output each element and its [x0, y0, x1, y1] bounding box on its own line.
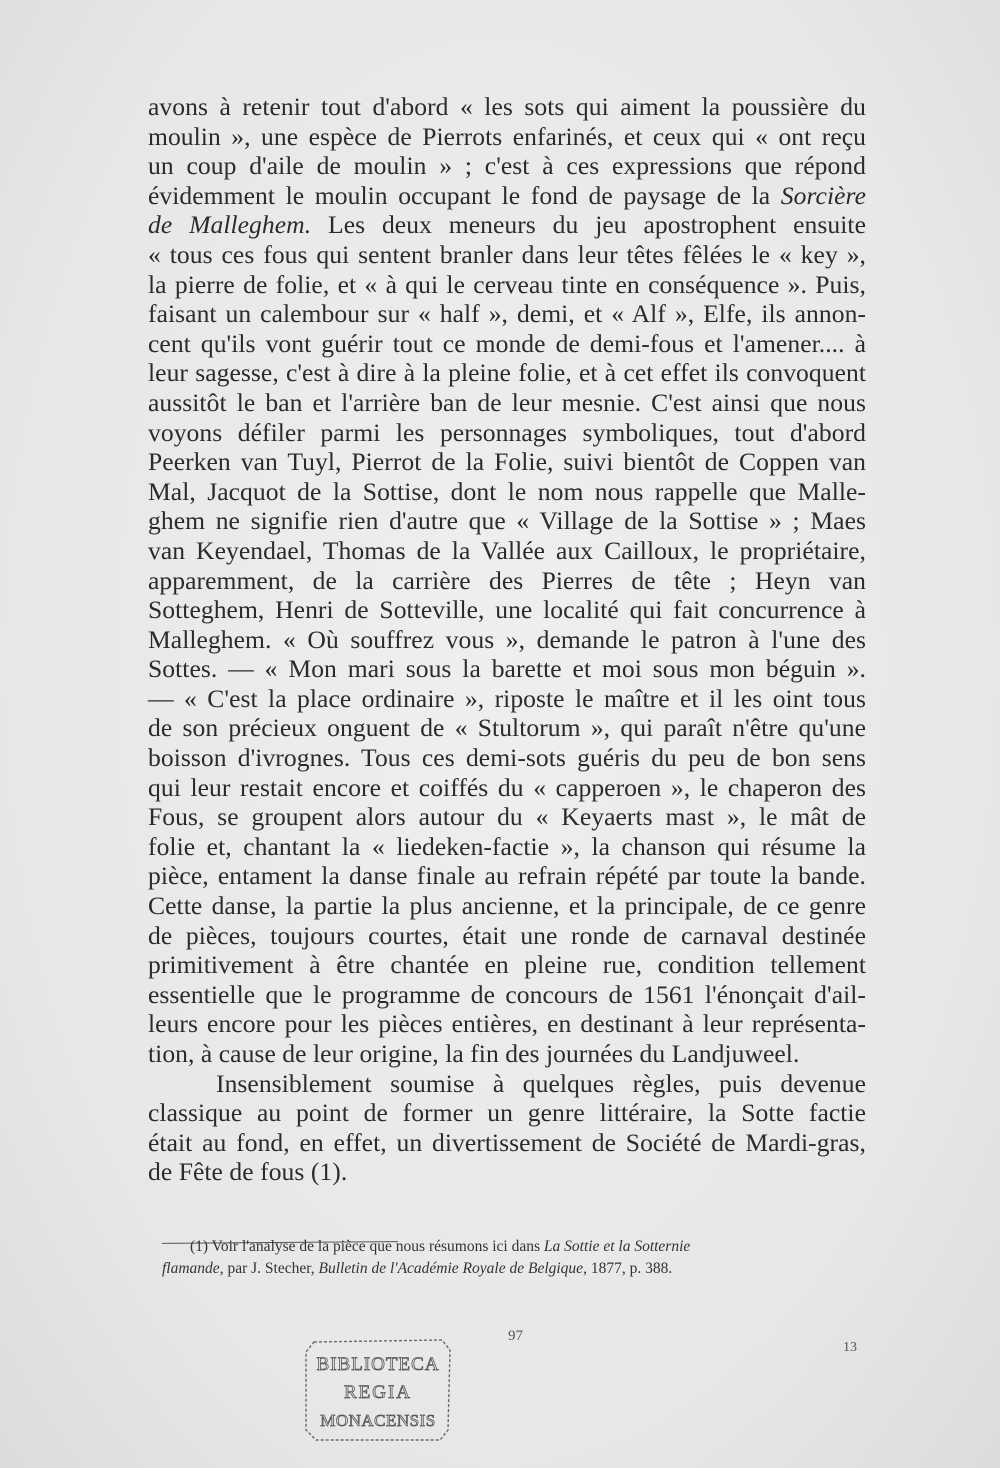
text-segment: qui leur restait encore et coiffés du « capperoen », le chaperon des: [148, 772, 866, 802]
footnote-journal: Bulletin de l'Académie Royale de Belgique: [318, 1260, 584, 1277]
text-line: [148, 1039, 866, 1069]
text-segment: primitivement à être chantée en pleine rue, condition tellement: [148, 950, 866, 980]
text-line: [148, 122, 866, 152]
text-line: [148, 921, 866, 951]
stamp-line-1: BIBLIOTECA: [316, 1354, 440, 1375]
text-segment: leur sagesse, c'est à dire à la pleine folie, et à cet effet ils convoquent: [148, 358, 866, 388]
text-line: [148, 1128, 866, 1158]
footnote-title: flamande: [162, 1260, 220, 1277]
text-segment: Peerken van Tuyl, Pierrot de la Folie, suivi bientôt de Coppen van: [148, 447, 866, 477]
text-line: [148, 891, 866, 921]
text-line: [148, 684, 866, 714]
text-line: [148, 713, 866, 743]
text-line: [148, 270, 866, 300]
italic-title: Sorcière: [780, 180, 866, 210]
text-line: [148, 240, 866, 270]
text-line: [148, 358, 866, 388]
text-line: [148, 950, 866, 980]
text-line: [148, 654, 866, 684]
text-line: [148, 151, 866, 181]
body-text: [148, 92, 866, 1187]
text-line: [148, 418, 866, 448]
text-segment: aussitôt le ban et l'arrière ban de leur mesnie. C'est ainsi que nous: [148, 387, 866, 417]
footnote-line: [190, 1236, 876, 1258]
text-segment: Les deux meneurs du jeu apostrophent ensuite: [311, 210, 866, 240]
text-line: [148, 1157, 866, 1187]
text-line: [148, 832, 866, 862]
text-segment: folie et, chantant la « liedeken-factie », la chanson qui résume la: [148, 831, 866, 861]
text-segment: était au fond, en effet, un divertissement de Société de Mardi-gras,: [148, 1127, 866, 1157]
text-segment: Malleghem. « Où souffrez vous », demande le patron à l'une des: [148, 624, 866, 654]
text-line: [148, 329, 866, 359]
text-line: [148, 802, 866, 832]
library-stamp: [300, 1334, 456, 1444]
text-segment: essentielle que le programme de concours de 1561 l'énonçait d'ail-: [148, 979, 866, 1009]
text-segment: Fous, se groupent alors autour du « Keyaerts mast », le mât de: [148, 802, 866, 832]
text-segment: la pierre de folie, et « à qui le cerveau tinte en conséquence ». Puis,: [148, 269, 866, 299]
text-segment: Insensiblement soumise à quelques règles, puis devenue: [216, 1068, 866, 1098]
text-line: [148, 625, 866, 655]
text-line: [148, 743, 866, 773]
text-line: [148, 181, 866, 211]
text-segment: faisant un calembour sur « half », demi, et « Alf », Elfe, ils annon-: [148, 299, 866, 329]
text-segment: — « C'est la place ordinaire », riposte le maître et il les oint tous: [148, 683, 866, 713]
text-line: [148, 299, 866, 329]
text-segment: de Fête de fous (1).: [148, 1157, 348, 1187]
page-number: 97: [508, 1328, 523, 1344]
footnote-title: La Sottie et la Sotternie: [543, 1238, 691, 1255]
text-segment: « tous ces fous qui sentent branler dans leur têtes fêlées le « key »,: [148, 239, 866, 269]
text-line: [148, 388, 866, 418]
text-segment: avons à retenir tout d'abord « les sots qui aiment la poussière du: [148, 92, 866, 121]
text-line: [148, 1098, 866, 1128]
library-stamp-graphic: [300, 1334, 456, 1444]
text-line: [148, 1069, 866, 1099]
text-line: [148, 536, 866, 566]
text-line: [148, 92, 866, 122]
text-segment: Sotteghem, Henri de Sotteville, une localité qui fait concurrence à: [148, 595, 866, 625]
text-line: [148, 861, 866, 891]
text-segment: cent qu'ils vont guérir tout ce monde de demi-fous et l'amener.... à: [148, 328, 866, 358]
text-line: [148, 980, 866, 1010]
text-line: [148, 506, 866, 536]
text-segment: Cette danse, la partie la plus ancienne, et la principale, de ce genre: [148, 891, 866, 921]
text-segment: pièce, entament la danse finale au refrain répété par toute la bande.: [148, 861, 866, 891]
text-segment: classique au point de former un genre littéraire, la Sotte factie: [148, 1098, 866, 1128]
text-segment: apparemment, de la carrière des Pierres de tête ; Heyn van: [148, 565, 866, 595]
text-segment: de pièces, toujours courtes, était une ronde de carnaval destinée: [148, 920, 866, 950]
text-segment: boisson d'ivrognes. Tous ces demi-sots guéris du peu de bon sens: [148, 743, 866, 773]
text-line: [148, 595, 866, 625]
text-segment: Sottes. — « Mon mari sous la barette et moi sous mon béguin ».: [148, 654, 866, 684]
signature-mark: 13: [843, 1340, 857, 1355]
text-segment: un coup d'aile de moulin » ; c'est à ces expressions que répond: [148, 151, 866, 181]
text-segment: tion, à cause de leur origine, la fin des journées du Landjuweel.: [148, 1039, 800, 1068]
text-segment: leurs encore pour les pièces entières, en destinant à leur représenta-: [148, 1009, 866, 1039]
footnote-text: , 1877, p. 388.: [583, 1260, 673, 1277]
stamp-line-2: REGIA: [343, 1382, 413, 1403]
footnote-text: , par J. Stecher,: [219, 1260, 319, 1277]
text-line: [148, 210, 866, 240]
footnote-line: [162, 1258, 876, 1280]
italic-title: de Malleghem.: [148, 210, 312, 240]
stamp-line-3: MONACENSIS: [320, 1411, 436, 1430]
text-segment: évidemment le moulin occupant le fond de paysage de la: [148, 180, 781, 210]
footnote-text: (1) Voir l'analyse de la pièce que nous résumons ici dans: [190, 1238, 544, 1255]
text-segment: de son précieux onguent de « Stultorum », qui paraît n'être qu'une: [148, 713, 866, 743]
text-segment: ghem ne signifie rien d'autre que « Village de la Sottise » ; Maes: [148, 506, 866, 536]
text-line: [148, 447, 866, 477]
text-line: [148, 477, 866, 507]
text-segment: Mal, Jacquot de la Sottise, dont le nom nous rappelle que Malle-: [148, 476, 866, 506]
text-segment: van Keyendael, Thomas de la Vallée aux Cailloux, le propriétaire,: [148, 535, 866, 565]
text-segment: voyons défiler parmi les personnages symboliques, tout d'abord: [148, 417, 866, 447]
text-line: [148, 566, 866, 596]
text-line: [148, 773, 866, 803]
text-line: [148, 1009, 866, 1039]
text-segment: moulin », une espèce de Pierrots enfarinés, et ceux qui « ont reçu: [148, 121, 866, 151]
footnote: [162, 1236, 876, 1280]
